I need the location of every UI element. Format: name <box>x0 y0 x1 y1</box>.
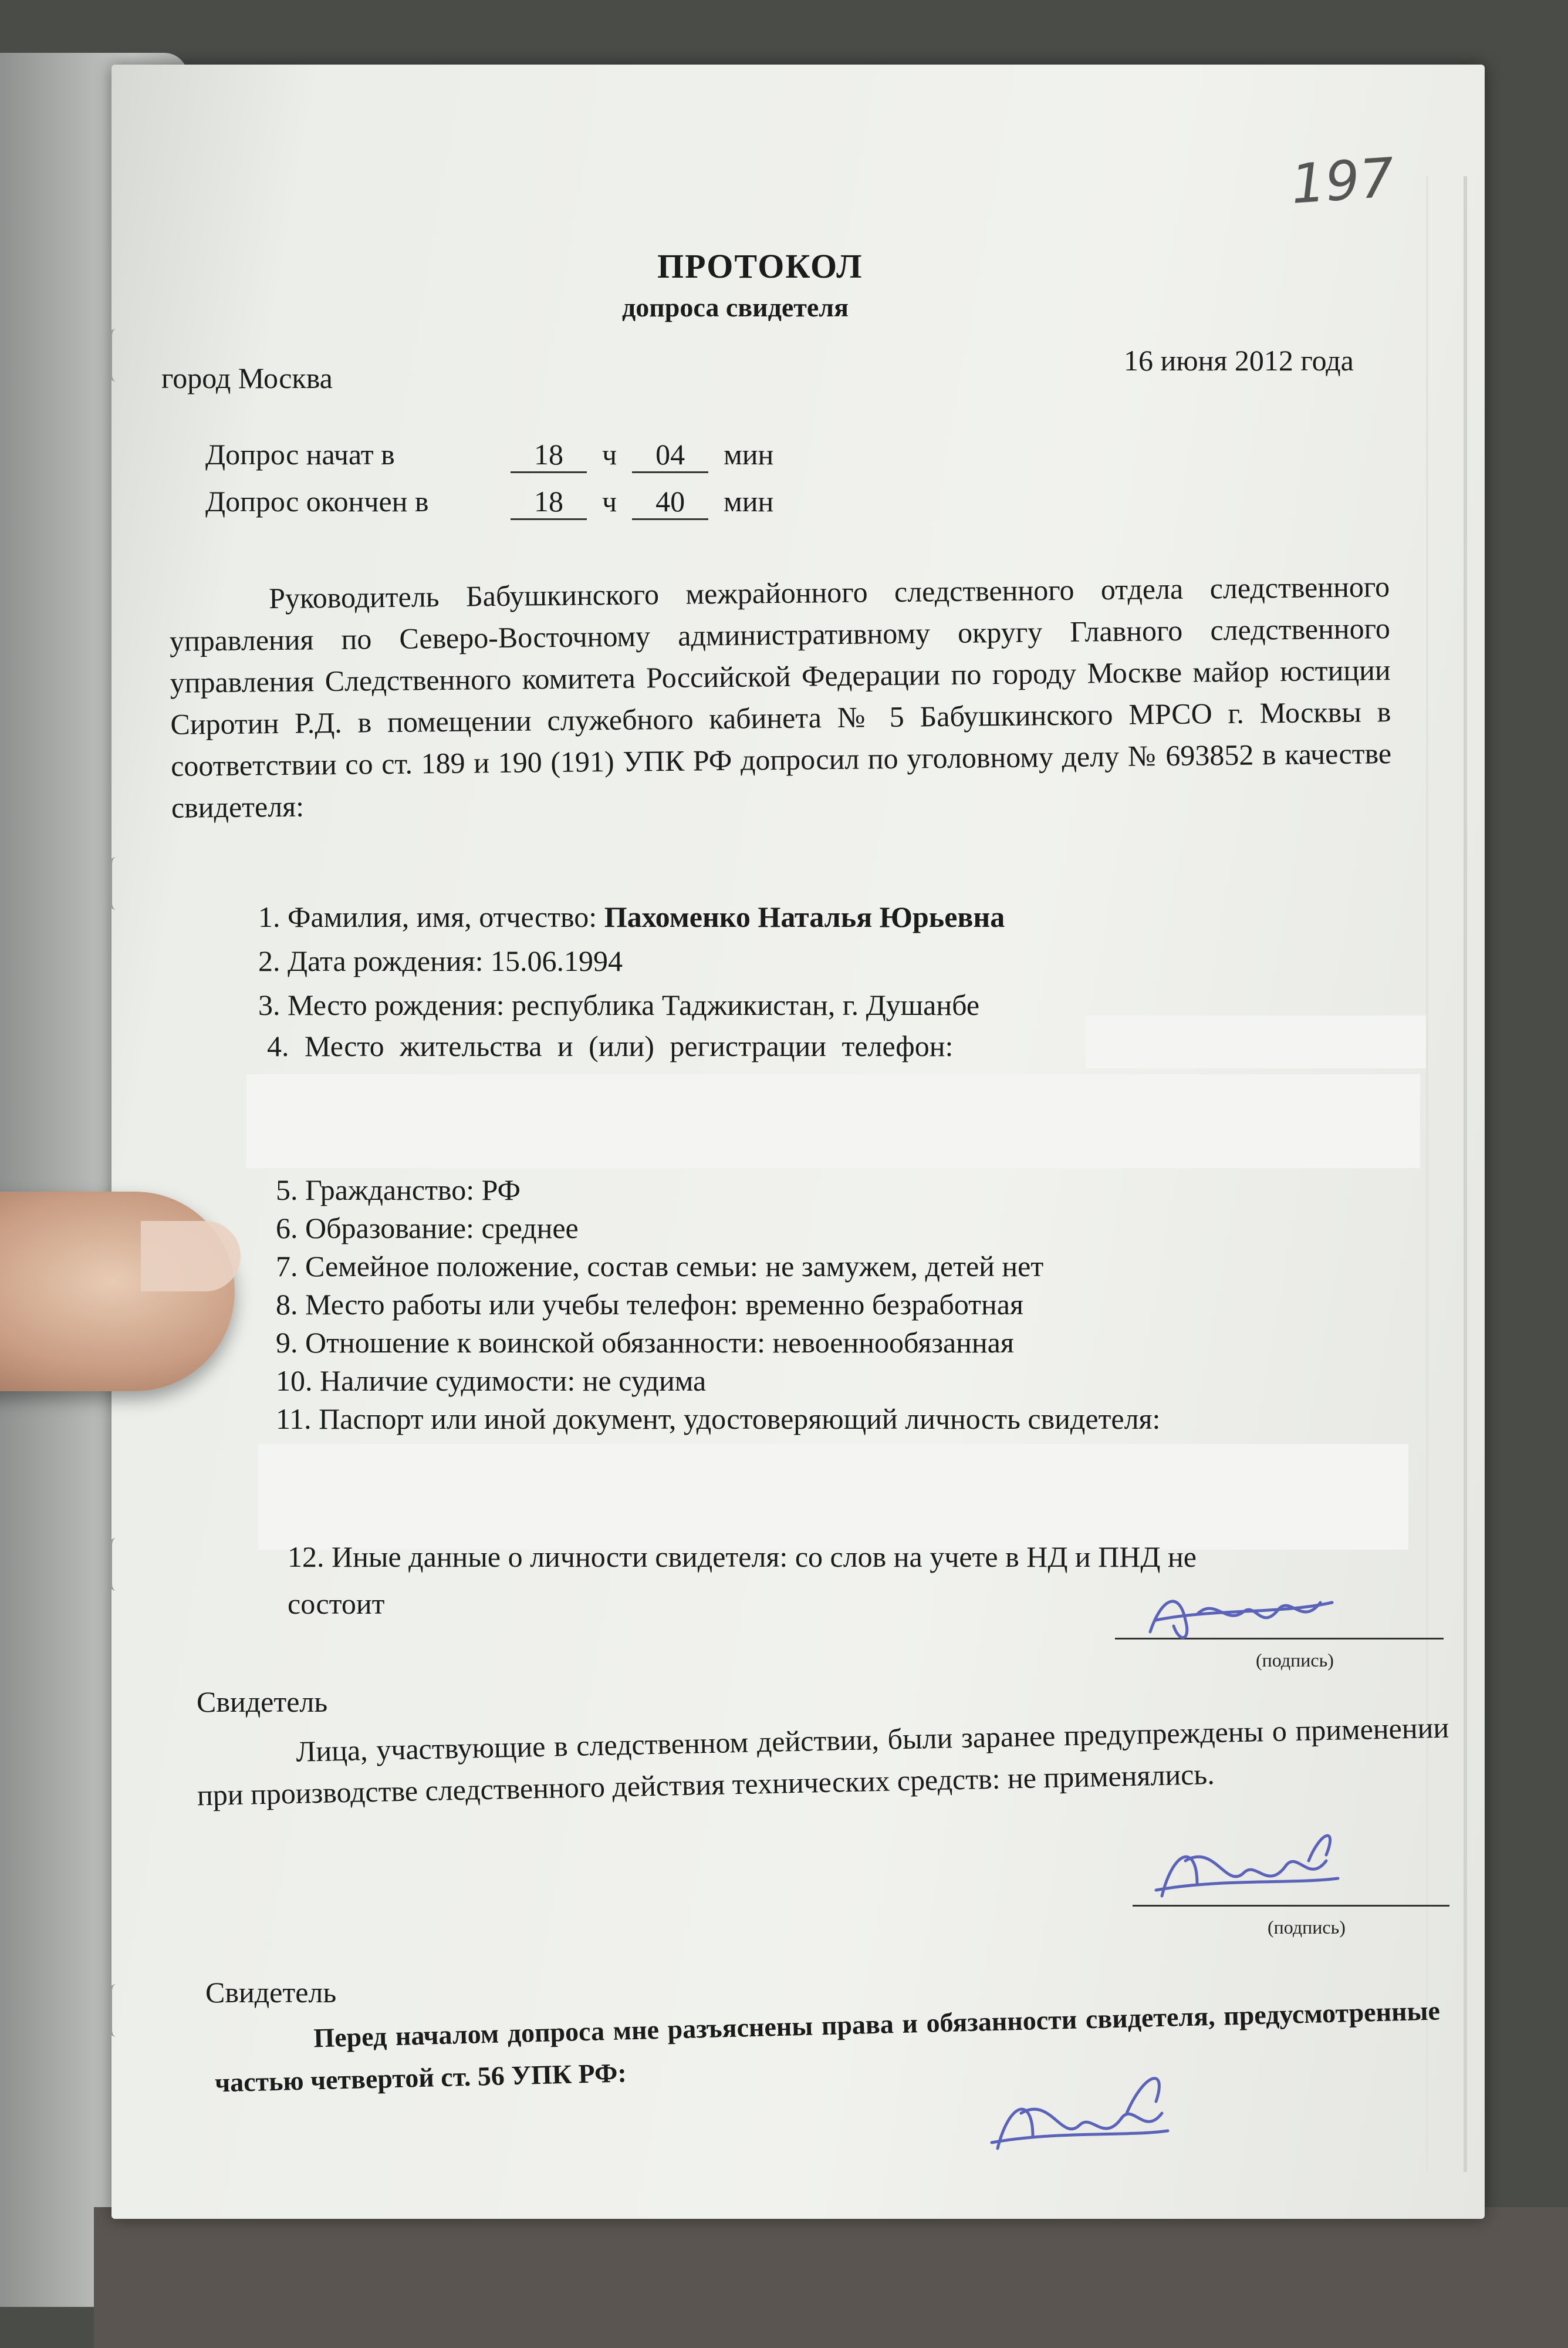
witness-full-name: Пахоменко Наталья Юрьевна <box>604 900 1005 933</box>
end-label: Допрос окончен в <box>205 485 429 518</box>
witness-signature-2 <box>1150 1826 1344 1914</box>
witness-item-11: 11. Паспорт или иной документ, удостоверяющий личность свидетеля: <box>276 1402 1161 1435</box>
page-stack-edge <box>1426 176 1467 2172</box>
minute-unit: мин <box>724 485 774 518</box>
desk-surface <box>94 2207 1568 2348</box>
witness-item-7: 7. Семейное положение, состав семьи: не замужем, детей нет <box>276 1250 1044 1283</box>
redacted-address <box>246 1074 1420 1168</box>
witness-signature-1 <box>1144 1585 1338 1649</box>
start-label: Допрос начат в <box>205 438 395 471</box>
start-minute: 04 <box>632 437 708 473</box>
page-number-handwritten: 197 <box>1289 146 1397 216</box>
witness-item-2: 2. Дата рождения: 15.06.1994 <box>258 944 623 977</box>
witness-item-6: 6. Образование: среднее <box>276 1212 579 1244</box>
rights-paragraph: Перед началом допроса мне разъяснены права и обязанности свидетеля, предусмотренные частью четвертой ст. 56 УПК РФ: <box>214 1995 1441 2098</box>
end-minute: 40 <box>632 484 708 520</box>
redacted-phone <box>1086 1016 1426 1068</box>
witness-label-1: Свидетель <box>197 1685 328 1718</box>
hour-unit: ч <box>602 485 617 518</box>
document-subtitle: допроса свидетеля <box>622 292 849 322</box>
city: город Москва <box>161 362 333 394</box>
witness-item-10: 10. Наличие судимости: не судима <box>276 1364 707 1397</box>
hour-unit: ч <box>602 438 617 471</box>
binding-stitch <box>109 1984 125 2037</box>
signature-caption: (подпись) <box>1268 1917 1346 1938</box>
intro-paragraph: Руководитель Бабушкинского межрайонного следственного отдела следственного управления по Северо-Восточному административному округу Главного следственного управления Следственного комитета Российской Федерации по городу Москве майор юстиции Сиротин Р.Д. в помещении служебного кабинета № 5 Бабушкинского МРСО г. Москвы в соответствии со ст. 189 и 190 (191) УПК РФ допросил по уголовному делу № 693852 в качестве свидетеля: <box>169 570 1392 824</box>
document-title: ПРОТОКОЛ <box>657 247 863 285</box>
interrogation-start-row <box>205 437 789 473</box>
technical-means-paragraph: Лица, участвующие в следственном действии, были заранее предупреждены о применении при производстве следственного действия технических средств: не применялись. <box>197 1711 1449 1812</box>
redacted-passport <box>258 1444 1408 1550</box>
witness-signature-3 <box>986 2066 1174 2166</box>
witness-item-12-line2: состоит <box>288 1587 385 1620</box>
signature-caption: (подпись) <box>1256 1649 1334 1671</box>
end-hour: 18 <box>511 484 587 520</box>
witness-item-8: 8. Место работы или учебы телефон: временно безработная <box>276 1288 1023 1321</box>
witness-item-3: 3. Место рождения: республика Таджикистан, г. Душанбе <box>258 989 980 1021</box>
binding-stitch <box>109 857 125 910</box>
witness-item-1 <box>258 898 1005 936</box>
item-1-label: 1. Фамилия, имя, отчество: <box>258 900 597 933</box>
witness-label-2: Свидетель <box>205 1976 337 2009</box>
witness-item-5: 5. Гражданство: РФ <box>276 1173 521 1206</box>
document-date: 16 июня 2012 года <box>1124 344 1354 377</box>
binding-stitch <box>109 329 125 382</box>
minute-unit: мин <box>724 438 774 471</box>
witness-item-12-line1: 12. Иные данные о личности свидетеля: со слов на учете в НД и ПНД не <box>288 1540 1197 1573</box>
witness-item-4: 4. Место жительства и (или) регистрации телефон: <box>267 1030 954 1062</box>
start-hour: 18 <box>511 437 587 473</box>
thumb-nail <box>141 1221 241 1291</box>
witness-item-9: 9. Отношение к воинской обязанности: невоеннообязанная <box>276 1326 1014 1359</box>
binding-stitch <box>109 1538 125 1591</box>
interrogation-end-row <box>205 484 789 520</box>
